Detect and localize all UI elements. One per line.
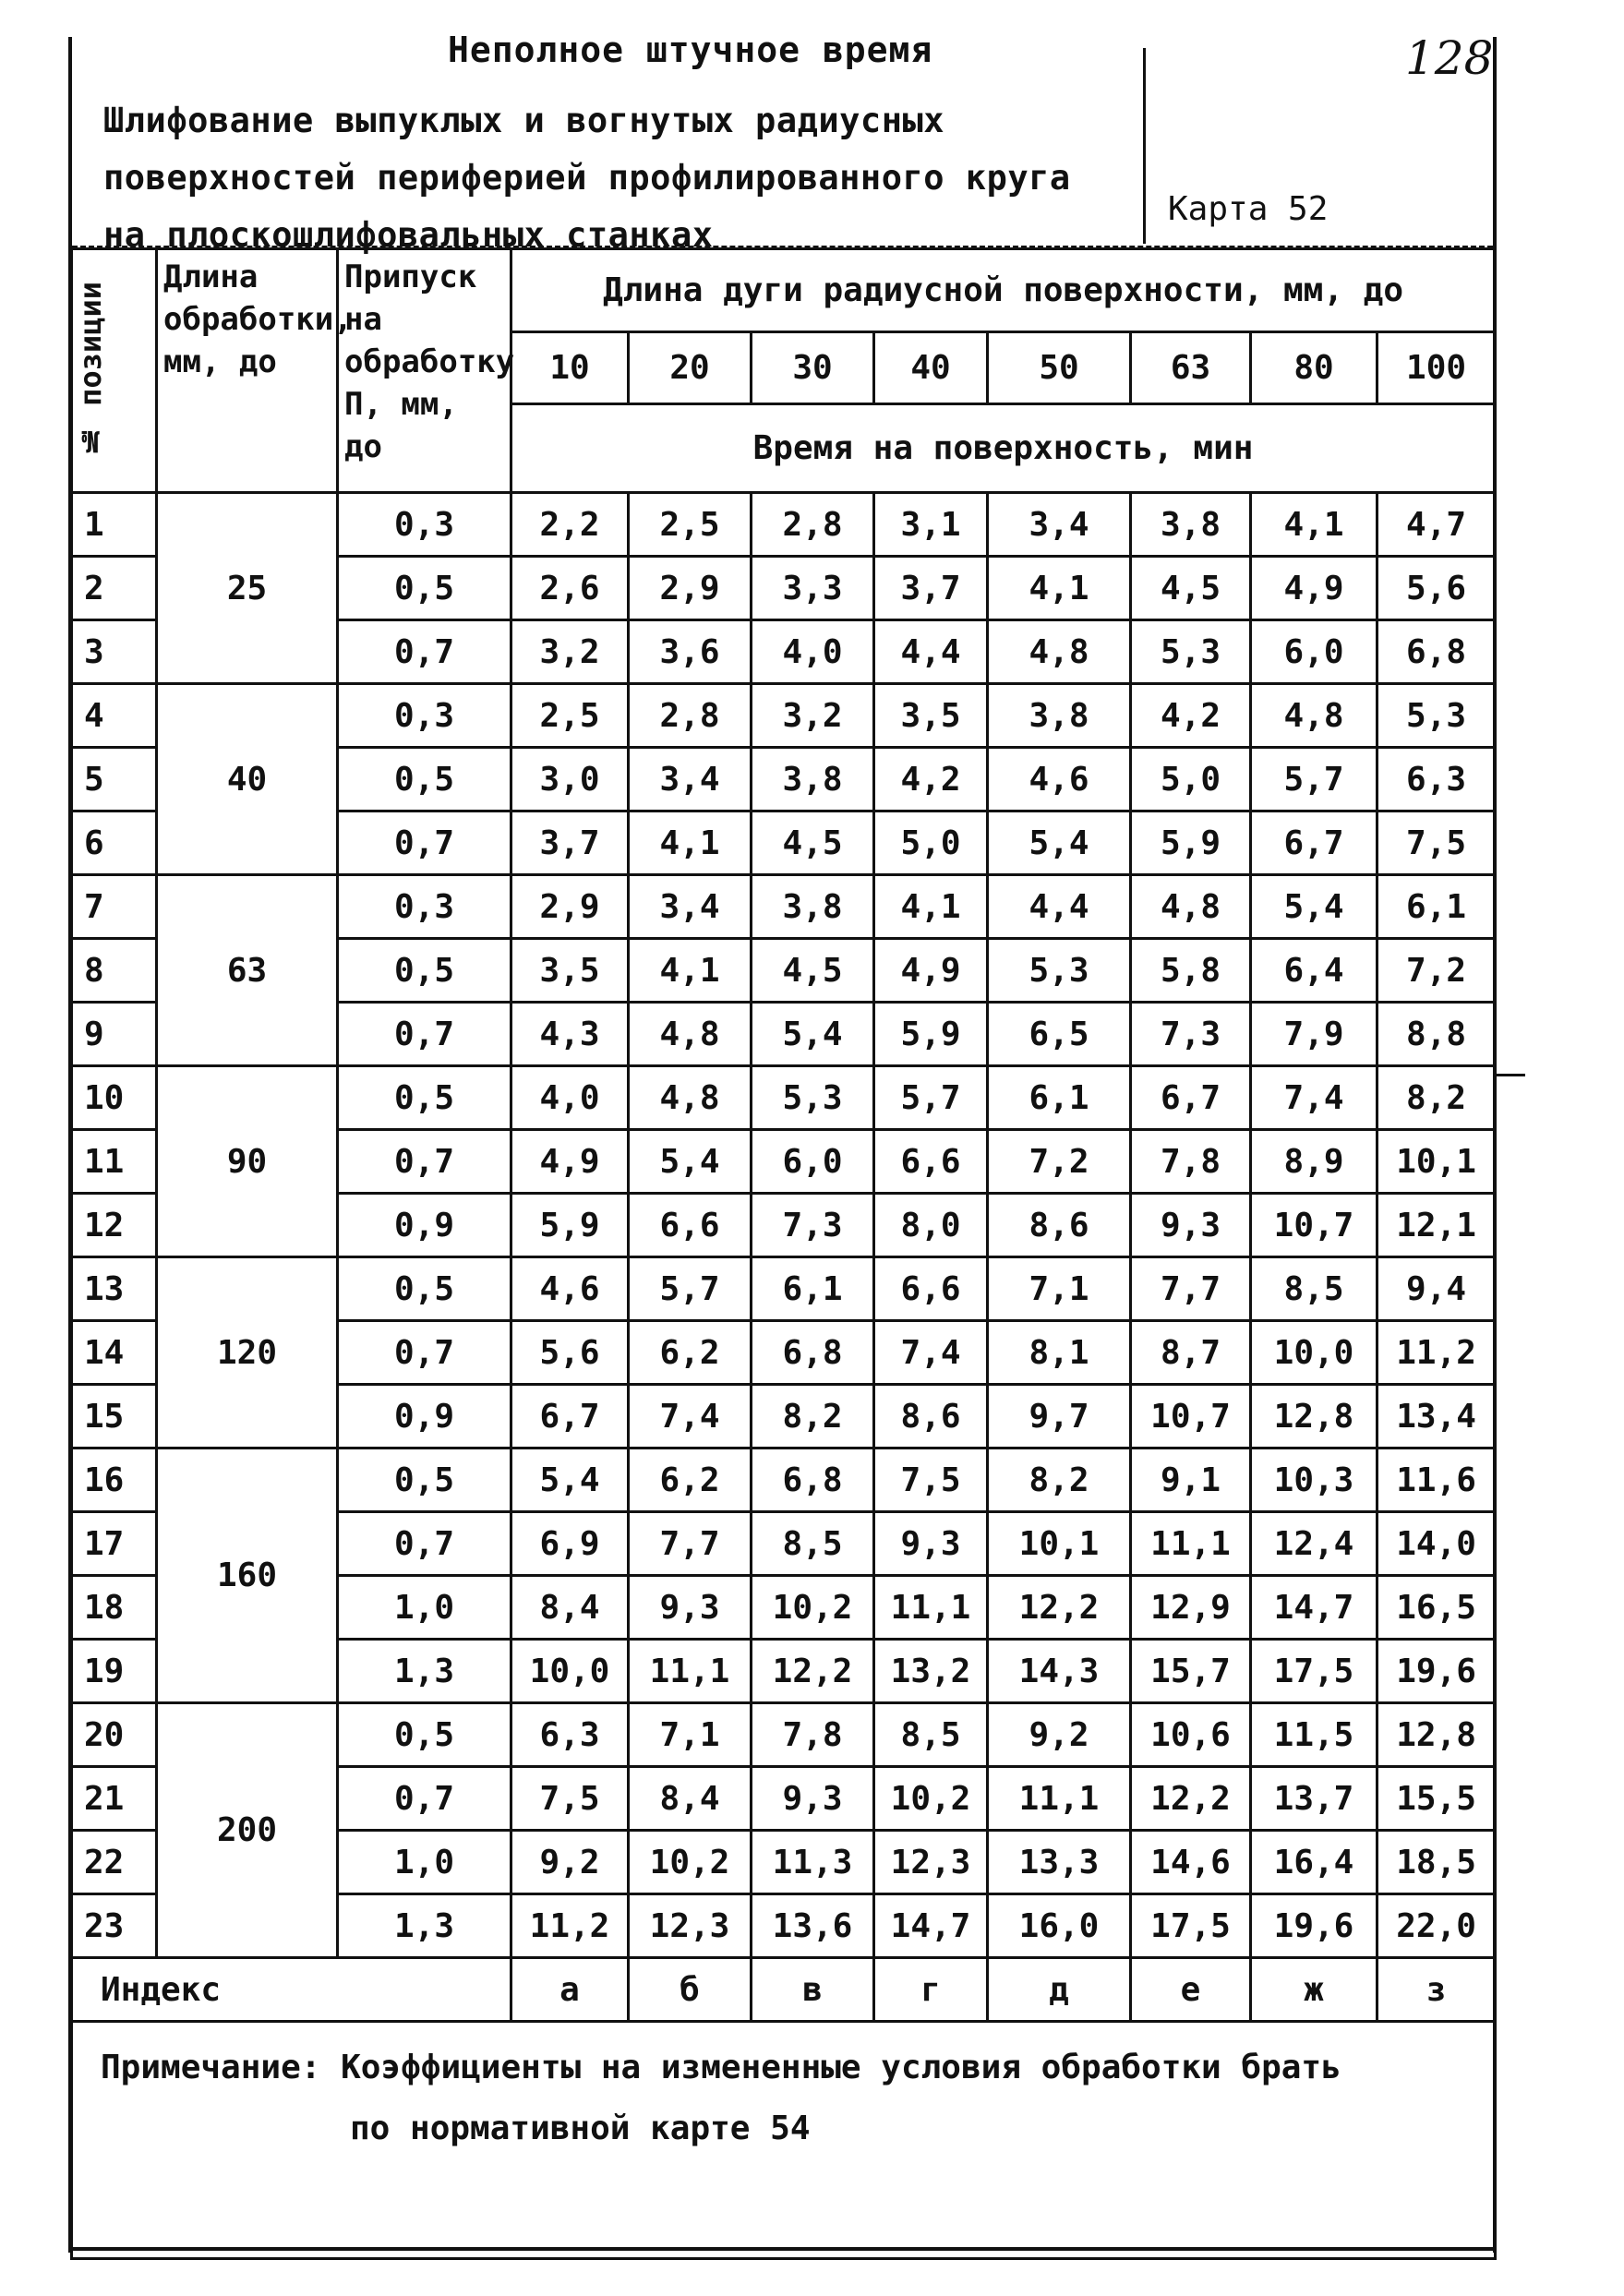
time-value-cell: 10,1 [988, 1512, 1131, 1576]
position-column-header [72, 249, 157, 493]
position-cell: 10 [72, 1066, 157, 1130]
arc-length-header: Длина дуги радиусной поверхности, мм, до [511, 249, 1496, 332]
time-value-cell: 4,0 [511, 1066, 629, 1130]
time-value-cell: 7,5 [511, 1767, 629, 1831]
time-value-cell: 8,8 [1377, 1003, 1496, 1066]
allowance-cell: 1,3 [338, 1894, 511, 1958]
time-value-cell: 5,3 [988, 939, 1131, 1003]
time-value-cell: 5,4 [988, 811, 1131, 875]
time-value-cell: 16,5 [1377, 1576, 1496, 1640]
time-value-cell: 3,8 [1131, 493, 1251, 557]
allowance-cell: 0,5 [338, 1257, 511, 1321]
arc-value-header: 80 [1251, 332, 1377, 404]
arc-value-header: 50 [988, 332, 1131, 404]
index-letter-cell: д [988, 1958, 1131, 2022]
time-value-cell: 7,7 [629, 1512, 752, 1576]
time-value-cell: 4,8 [1251, 684, 1377, 748]
time-value-cell: 9,2 [511, 1831, 629, 1894]
time-value-cell: 13,2 [874, 1640, 988, 1703]
card-number: Карта 52 [1168, 190, 1329, 228]
time-value-cell: 4,3 [511, 1003, 629, 1066]
time-value-cell: 5,4 [1251, 875, 1377, 939]
time-value-cell: 3,4 [988, 493, 1131, 557]
time-value-cell: 12,3 [874, 1831, 988, 1894]
position-cell: 9 [72, 1003, 157, 1066]
time-value-cell: 4,8 [988, 620, 1131, 684]
position-cell: 19 [72, 1640, 157, 1703]
position-cell: 21 [72, 1767, 157, 1831]
index-letter-cell: в [752, 1958, 874, 2022]
time-value-cell: 4,1 [874, 875, 988, 939]
time-value-cell: 10,6 [1131, 1703, 1251, 1767]
time-value-cell: 18,5 [1377, 1831, 1496, 1894]
time-value-cell: 11,6 [1377, 1449, 1496, 1512]
allowance-cell: 1,3 [338, 1640, 511, 1703]
time-value-cell: 7,2 [988, 1130, 1131, 1194]
position-cell: 14 [72, 1321, 157, 1385]
time-value-cell: 6,2 [629, 1449, 752, 1512]
index-letter-cell: з [1377, 1958, 1496, 2022]
time-value-cell: 7,4 [629, 1385, 752, 1449]
time-value-cell: 8,1 [988, 1321, 1131, 1385]
time-value-cell: 14,0 [1377, 1512, 1496, 1576]
time-value-cell: 15,5 [1377, 1767, 1496, 1831]
time-value-cell: 7,4 [874, 1321, 988, 1385]
time-value-cell: 6,5 [988, 1003, 1131, 1066]
time-value-cell: 11,3 [752, 1831, 874, 1894]
time-value-cell: 17,5 [1251, 1640, 1377, 1703]
table-row [72, 684, 1496, 748]
time-value-cell: 10,0 [511, 1640, 629, 1703]
time-value-cell: 5,9 [511, 1194, 629, 1257]
length-cell: 90 [157, 1066, 338, 1257]
position-cell: 5 [72, 748, 157, 811]
time-value-cell: 4,8 [1131, 875, 1251, 939]
time-value-cell: 15,7 [1131, 1640, 1251, 1703]
time-value-cell: 2,5 [629, 493, 752, 557]
time-value-cell: 3,2 [752, 684, 874, 748]
time-value-cell: 6,3 [511, 1703, 629, 1767]
time-value-cell: 5,0 [1131, 748, 1251, 811]
table-row [72, 1066, 1496, 1130]
time-value-cell: 10,7 [1251, 1194, 1377, 1257]
time-value-cell: 4,1 [988, 557, 1131, 620]
index-letter-cell: ж [1251, 1958, 1377, 2022]
time-value-cell: 14,3 [988, 1640, 1131, 1703]
arc-value-header: 30 [752, 332, 874, 404]
time-value-cell: 12,9 [1131, 1576, 1251, 1640]
time-value-cell: 9,4 [1377, 1257, 1496, 1321]
arc-value-header: 100 [1377, 332, 1496, 404]
time-value-cell: 6,1 [988, 1066, 1131, 1130]
time-value-cell: 8,0 [874, 1194, 988, 1257]
time-value-cell: 13,4 [1377, 1385, 1496, 1449]
allowance-cell: 0,5 [338, 557, 511, 620]
time-value-cell: 3,1 [874, 493, 988, 557]
allowance-cell: 0,7 [338, 1321, 511, 1385]
time-value-cell: 3,8 [752, 875, 874, 939]
time-value-cell: 6,4 [1251, 939, 1377, 1003]
time-value-cell: 5,7 [629, 1257, 752, 1321]
time-value-cell: 10,2 [874, 1767, 988, 1831]
length-cell: 120 [157, 1257, 338, 1449]
allowance-cell: 0,7 [338, 620, 511, 684]
index-letter-cell: а [511, 1958, 629, 2022]
time-value-cell: 11,2 [1377, 1321, 1496, 1385]
table-row [72, 493, 1496, 557]
time-value-cell: 7,7 [1131, 1257, 1251, 1321]
time-value-cell: 9,3 [752, 1767, 874, 1831]
time-value-cell: 6,0 [752, 1130, 874, 1194]
time-value-cell: 5,3 [752, 1066, 874, 1130]
time-value-cell: 7,8 [752, 1703, 874, 1767]
operation-description: Шлифование выпуклых и вогнутых радиусных поверхностей периферией профилированного круга на плоскошлифовальных станках [103, 101, 1071, 255]
time-value-cell: 5,4 [511, 1449, 629, 1512]
position-cell: 7 [72, 875, 157, 939]
table-row [72, 875, 1496, 939]
time-value-cell: 3,6 [629, 620, 752, 684]
arc-value-header: 10 [511, 332, 629, 404]
time-value-cell: 3,5 [511, 939, 629, 1003]
allowance-cell: 0,3 [338, 493, 511, 557]
time-value-cell: 4,6 [988, 748, 1131, 811]
time-value-cell: 5,7 [874, 1066, 988, 1130]
note-line-2: по нормативной карте 54 [350, 2110, 811, 2147]
time-value-cell: 9,1 [1131, 1449, 1251, 1512]
time-value-cell: 6,6 [874, 1130, 988, 1194]
time-value-cell: 2,8 [629, 684, 752, 748]
arc-value-header: 20 [629, 332, 752, 404]
time-value-cell: 10,3 [1251, 1449, 1377, 1512]
time-value-cell: 3,7 [511, 811, 629, 875]
position-cell: 16 [72, 1449, 157, 1512]
time-value-cell: 3,0 [511, 748, 629, 811]
time-value-cell: 6,7 [1131, 1066, 1251, 1130]
time-value-cell: 12,8 [1377, 1703, 1496, 1767]
length-cell: 200 [157, 1703, 338, 1958]
time-value-cell: 4,8 [629, 1003, 752, 1066]
time-value-cell: 7,8 [1131, 1130, 1251, 1194]
time-value-cell: 14,6 [1131, 1831, 1251, 1894]
time-value-cell: 3,3 [752, 557, 874, 620]
position-cell: 17 [72, 1512, 157, 1576]
time-value-cell: 7,2 [1377, 939, 1496, 1003]
time-value-cell: 6,1 [1377, 875, 1496, 939]
length-cell: 63 [157, 875, 338, 1066]
position-cell: 6 [72, 811, 157, 875]
time-value-cell: 12,4 [1251, 1512, 1377, 1576]
time-value-cell: 6,8 [1377, 620, 1496, 684]
allowance-cell: 0,5 [338, 748, 511, 811]
time-value-cell: 6,9 [511, 1512, 629, 1576]
time-value-cell: 4,7 [1377, 493, 1496, 557]
time-value-cell: 4,5 [752, 811, 874, 875]
time-value-cell: 2,2 [511, 493, 629, 557]
time-value-cell: 11,2 [511, 1894, 629, 1958]
time-value-cell: 4,1 [629, 939, 752, 1003]
time-value-cell: 8,4 [511, 1576, 629, 1640]
margin-tick [1493, 1074, 1525, 1076]
position-cell: 8 [72, 939, 157, 1003]
time-value-cell: 5,9 [874, 1003, 988, 1066]
allowance-cell: 0,9 [338, 1385, 511, 1449]
time-value-cell: 17,5 [1131, 1894, 1251, 1958]
time-value-cell: 9,3 [874, 1512, 988, 1576]
time-value-cell: 7,5 [874, 1449, 988, 1512]
time-value-cell: 10,2 [752, 1576, 874, 1640]
allowance-cell: 0,3 [338, 684, 511, 748]
time-value-cell: 6,2 [629, 1321, 752, 1385]
position-cell: 4 [72, 684, 157, 748]
allowance-cell: 0,7 [338, 1003, 511, 1066]
allowance-cell: 0,7 [338, 1130, 511, 1194]
position-cell: 12 [72, 1194, 157, 1257]
time-value-cell: 6,7 [511, 1385, 629, 1449]
time-value-cell: 12,1 [1377, 1194, 1496, 1257]
page-number: 128 [1405, 31, 1494, 85]
time-value-cell: 9,3 [1131, 1194, 1251, 1257]
time-value-cell: 9,3 [629, 1576, 752, 1640]
note-line-1: Примечание: Коэффициенты на измененные условия обработки брать [101, 2049, 1341, 2086]
note [72, 2022, 1496, 2259]
time-value-cell: 8,5 [874, 1703, 988, 1767]
time-value-cell: 6,8 [752, 1449, 874, 1512]
time-value-cell: 13,7 [1251, 1767, 1377, 1831]
allowance-cell: 0,5 [338, 1703, 511, 1767]
time-value-cell: 4,1 [1251, 493, 1377, 557]
time-value-cell: 6,8 [752, 1321, 874, 1385]
time-value-cell: 5,7 [1251, 748, 1377, 811]
table-body [72, 493, 1496, 1958]
time-value-cell: 9,2 [988, 1703, 1131, 1767]
time-value-cell: 4,4 [988, 875, 1131, 939]
time-value-cell: 6,6 [629, 1194, 752, 1257]
time-value-cell: 4,2 [874, 748, 988, 811]
time-value-cell: 4,5 [752, 939, 874, 1003]
time-value-cell: 7,3 [1131, 1003, 1251, 1066]
time-value-cell: 7,3 [752, 1194, 874, 1257]
time-value-cell: 8,6 [874, 1385, 988, 1449]
allowance-cell: 0,5 [338, 1449, 511, 1512]
index-letter-cell: е [1131, 1958, 1251, 2022]
time-value-cell: 5,9 [1131, 811, 1251, 875]
time-value-cell: 5,4 [752, 1003, 874, 1066]
time-value-cell: 11,1 [874, 1576, 988, 1640]
length-cell: 160 [157, 1449, 338, 1703]
time-value-cell: 3,4 [629, 748, 752, 811]
time-value-cell: 5,8 [1131, 939, 1251, 1003]
time-value-cell: 3,8 [752, 748, 874, 811]
time-value-cell: 14,7 [1251, 1576, 1377, 1640]
position-cell: 11 [72, 1130, 157, 1194]
position-cell: 2 [72, 557, 157, 620]
table-row [72, 1449, 1496, 1512]
time-value-cell: 9,7 [988, 1385, 1131, 1449]
time-value-cell: 3,7 [874, 557, 988, 620]
time-value-cell: 7,4 [1251, 1066, 1377, 1130]
allowance-cell: 0,7 [338, 1512, 511, 1576]
allowance-cell: 0,9 [338, 1194, 511, 1257]
time-value-cell: 4,9 [511, 1130, 629, 1194]
allowance-cell: 0,5 [338, 939, 511, 1003]
time-value-cell: 6,0 [1251, 620, 1377, 684]
allowance-cell: 0,7 [338, 811, 511, 875]
position-cell: 13 [72, 1257, 157, 1321]
table-row [72, 1257, 1496, 1321]
time-value-cell: 13,6 [752, 1894, 874, 1958]
position-header-text: № позиции [73, 282, 108, 460]
time-value-cell: 12,2 [1131, 1767, 1251, 1831]
time-value-cell: 11,1 [629, 1640, 752, 1703]
index-row [72, 1958, 1496, 2022]
time-value-cell: 3,2 [511, 620, 629, 684]
time-value-cell: 5,3 [1377, 684, 1496, 748]
document-title: Неполное штучное время [448, 30, 933, 70]
time-value-cell: 4,2 [1131, 684, 1251, 748]
length-column-header: Длина обработки, мм, до [157, 249, 338, 493]
position-cell: 3 [72, 620, 157, 684]
time-norms-table [70, 247, 1497, 2260]
time-value-cell: 4,0 [752, 620, 874, 684]
time-value-cell: 4,8 [629, 1066, 752, 1130]
time-value-cell: 4,9 [874, 939, 988, 1003]
time-value-cell: 6,6 [874, 1257, 988, 1321]
time-value-cell: 6,1 [752, 1257, 874, 1321]
time-value-cell: 2,6 [511, 557, 629, 620]
time-value-cell: 8,6 [988, 1194, 1131, 1257]
time-value-cell: 8,5 [752, 1512, 874, 1576]
time-value-cell: 14,7 [874, 1894, 988, 1958]
time-value-cell: 8,5 [1251, 1257, 1377, 1321]
time-value-cell: 13,3 [988, 1831, 1131, 1894]
time-value-cell: 6,3 [1377, 748, 1496, 811]
time-value-cell: 10,0 [1251, 1321, 1377, 1385]
time-value-cell: 12,2 [752, 1640, 874, 1703]
time-value-cell: 7,9 [1251, 1003, 1377, 1066]
position-cell: 18 [72, 1576, 157, 1640]
time-value-cell: 10,1 [1377, 1130, 1496, 1194]
time-value-cell: 2,5 [511, 684, 629, 748]
time-value-cell: 16,0 [988, 1894, 1131, 1958]
time-value-cell: 5,0 [874, 811, 988, 875]
time-value-cell: 5,6 [1377, 557, 1496, 620]
time-value-cell: 4,4 [874, 620, 988, 684]
allowance-cell: 1,0 [338, 1576, 511, 1640]
time-value-cell: 6,7 [1251, 811, 1377, 875]
time-value-cell: 5,4 [629, 1130, 752, 1194]
arc-value-header: 63 [1131, 332, 1251, 404]
time-value-cell: 19,6 [1251, 1894, 1377, 1958]
time-value-cell: 7,1 [629, 1703, 752, 1767]
time-value-cell: 8,7 [1131, 1321, 1251, 1385]
time-value-cell: 3,4 [629, 875, 752, 939]
time-value-cell: 8,9 [1251, 1130, 1377, 1194]
time-value-cell: 3,8 [988, 684, 1131, 748]
time-value-cell: 19,6 [1377, 1640, 1496, 1703]
arc-value-header: 40 [874, 332, 988, 404]
time-value-cell: 4,5 [1131, 557, 1251, 620]
position-cell: 20 [72, 1703, 157, 1767]
time-value-cell: 2,9 [511, 875, 629, 939]
time-value-cell: 7,5 [1377, 811, 1496, 875]
length-cell: 40 [157, 684, 338, 875]
time-value-cell: 10,7 [1131, 1385, 1251, 1449]
index-label: Индекс [72, 1958, 511, 2022]
allowance-column-header: Припуск на обработку П, мм, до [338, 249, 511, 493]
time-value-cell: 11,1 [988, 1767, 1131, 1831]
position-cell: 23 [72, 1894, 157, 1958]
time-value-cell: 11,5 [1251, 1703, 1377, 1767]
time-value-cell: 2,9 [629, 557, 752, 620]
header-divider [1143, 48, 1146, 244]
time-value-cell: 12,3 [629, 1894, 752, 1958]
allowance-cell: 1,0 [338, 1831, 511, 1894]
time-value-cell: 4,1 [629, 811, 752, 875]
index-letter-cell: б [629, 1958, 752, 2022]
time-value-cell: 16,4 [1251, 1831, 1377, 1894]
table-row [72, 1703, 1496, 1767]
allowance-cell: 0,5 [338, 1066, 511, 1130]
time-label-header: Время на поверхность, мин [511, 404, 1496, 493]
time-value-cell: 12,8 [1251, 1385, 1377, 1449]
time-value-cell: 5,6 [511, 1321, 629, 1385]
length-cell: 25 [157, 493, 338, 684]
time-value-cell: 8,2 [988, 1449, 1131, 1512]
time-value-cell: 8,2 [1377, 1066, 1496, 1130]
time-value-cell: 4,6 [511, 1257, 629, 1321]
time-value-cell: 22,0 [1377, 1894, 1496, 1958]
allowance-cell: 0,7 [338, 1767, 511, 1831]
position-cell: 22 [72, 1831, 157, 1894]
time-value-cell: 12,2 [988, 1576, 1131, 1640]
allowance-cell: 0,3 [338, 875, 511, 939]
time-value-cell: 11,1 [1131, 1512, 1251, 1576]
time-value-cell: 4,9 [1251, 557, 1377, 620]
time-value-cell: 3,5 [874, 684, 988, 748]
index-letter-cell: г [874, 1958, 988, 2022]
time-value-cell: 8,4 [629, 1767, 752, 1831]
time-value-cell: 8,2 [752, 1385, 874, 1449]
position-cell: 1 [72, 493, 157, 557]
time-value-cell: 7,1 [988, 1257, 1131, 1321]
position-cell: 15 [72, 1385, 157, 1449]
time-value-cell: 10,2 [629, 1831, 752, 1894]
time-value-cell: 2,8 [752, 493, 874, 557]
time-value-cell: 5,3 [1131, 620, 1251, 684]
